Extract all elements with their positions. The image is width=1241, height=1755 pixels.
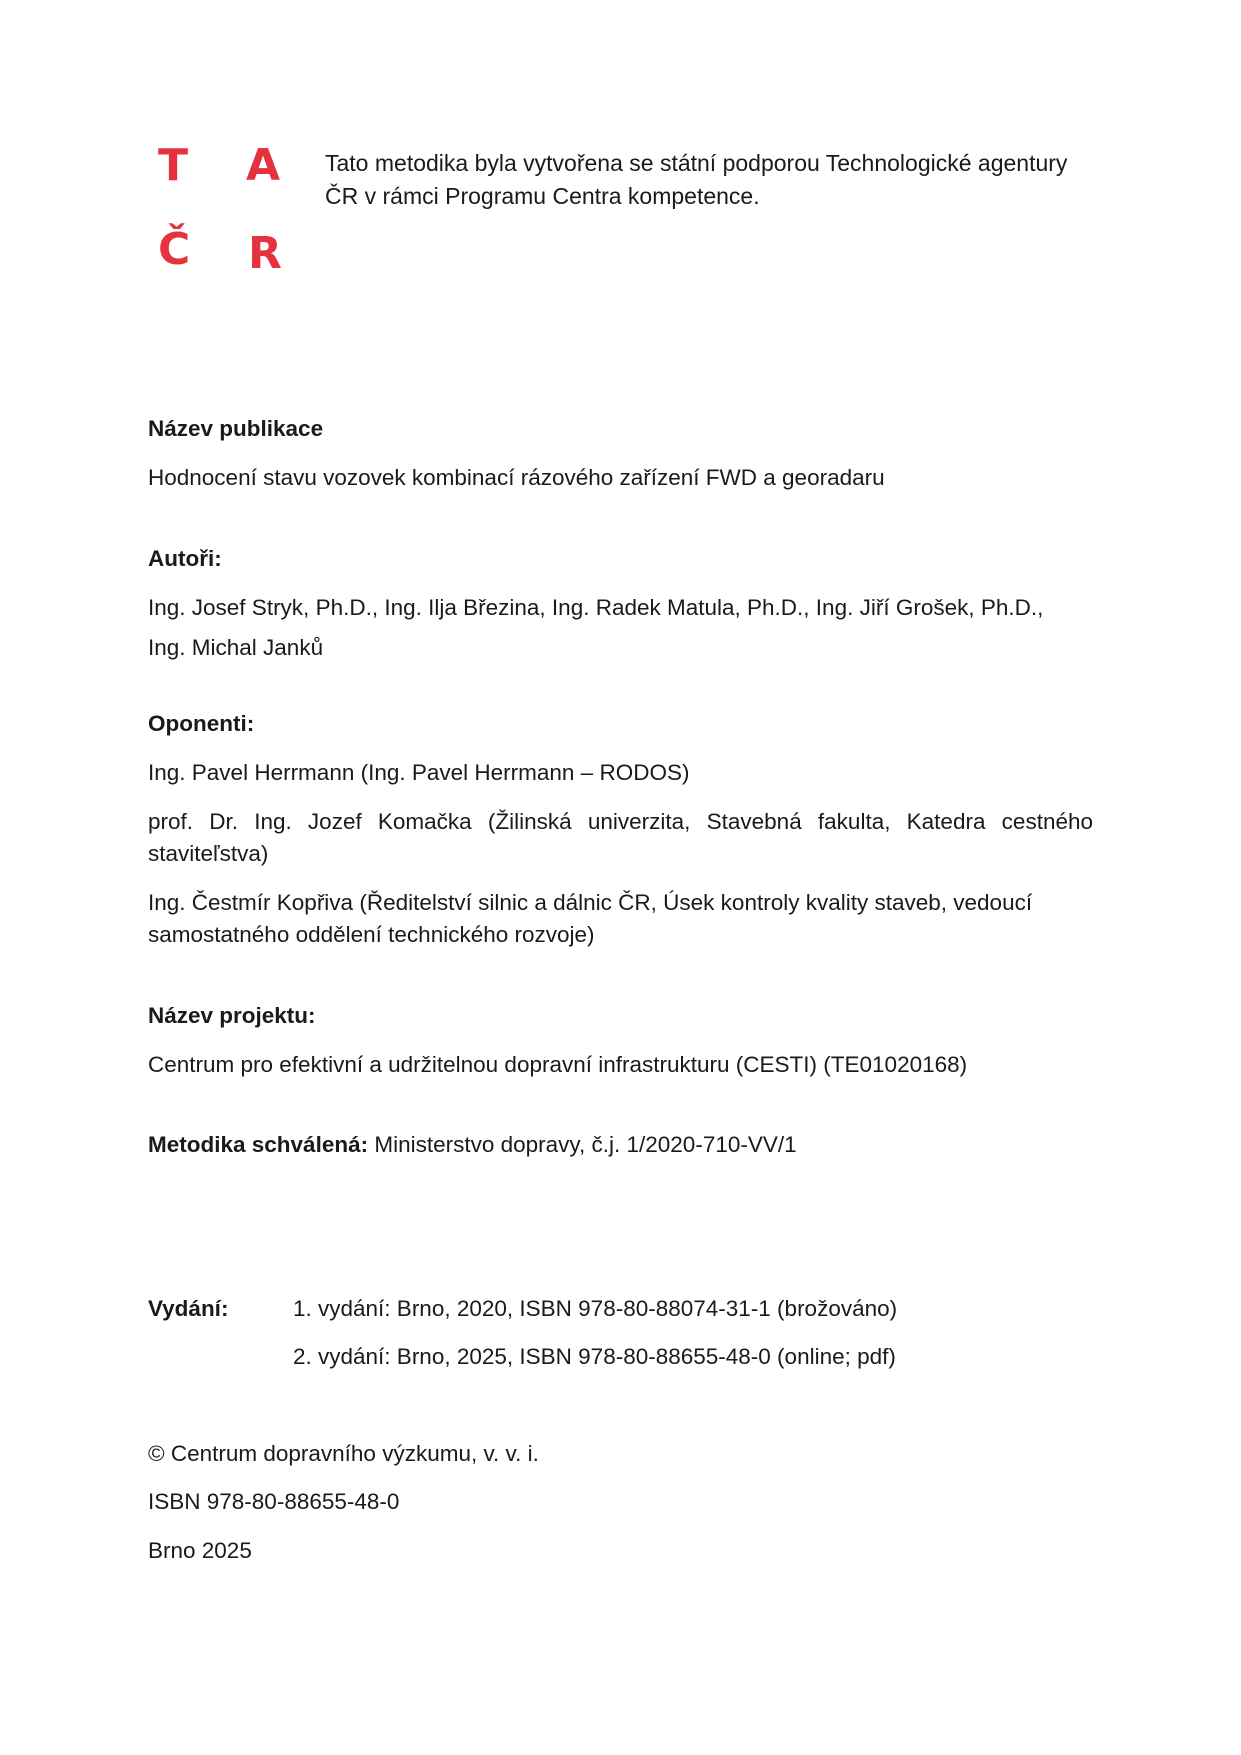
opponent-2-line-1: prof. Dr. Ing. Jozef Komačka (Žilinská univerzita, Stavebná fakulta, Katedra cestného <box>148 809 1093 834</box>
support-statement-line-1: Tato metodika byla vytvořena se státní podporou Technologické agentury <box>325 150 1068 176</box>
copyright: © Centrum dopravního výzkumu, v. v. i. <box>148 1441 539 1466</box>
opponent-2-line-2: staviteľstva) <box>148 841 269 866</box>
opponent-3-line-1: Ing. Čestmír Kopřiva (Ředitelství silnic a dálnic ČR, Úsek kontroly kvality staveb, vedoucí <box>148 890 1033 915</box>
tacr-logo <box>158 140 288 280</box>
approval-label: Metodika schválená: <box>148 1132 369 1157</box>
support-statement <box>325 147 1115 213</box>
approval-value: Ministerstvo dopravy, č.j. 1/2020-710-VV/1 <box>374 1132 797 1157</box>
isbn: ISBN 978-80-88655-48-0 <box>148 1489 400 1514</box>
authors-line-2: Ing. Michal Janků <box>148 635 324 660</box>
project-name: Centrum pro efektivní a udržitelnou dopravní infrastrukturu (CESTI) (TE01020168) <box>148 1052 968 1077</box>
publication-heading: Název publikace <box>148 416 324 441</box>
project-heading: Název projektu: <box>148 1003 316 1028</box>
support-statement-line-2: ČR v rámci Programu Centra kompetence. <box>325 183 760 209</box>
opponents-heading: Oponenti: <box>148 711 255 736</box>
logo-letter-c: Č <box>158 224 191 275</box>
logo-letter-a: A <box>246 140 281 191</box>
publication-title: Hodnocení stavu vozovek kombinací rázového zařízení FWD a georadaru <box>148 465 885 490</box>
opponent-1: Ing. Pavel Herrmann (Ing. Pavel Herrmann – RODOS) <box>148 760 690 785</box>
opponent-3-line-2: samostatného oddělení technického rozvoje) <box>148 922 595 947</box>
logo-letter-r: R <box>248 228 282 279</box>
logo-letter-t: T <box>158 140 189 191</box>
place-year: Brno 2025 <box>148 1538 252 1563</box>
edition-2: 2. vydání: Brno, 2025, ISBN 978-80-88655-48-0 (online; pdf) <box>293 1344 896 1369</box>
approval-line <box>148 1129 797 1161</box>
authors-line-1: Ing. Josef Stryk, Ph.D., Ing. Ilja Březina, Ing. Radek Matula, Ph.D., Ing. Jiří Grošek, Ph.D., <box>148 595 1044 620</box>
authors-heading: Autoři: <box>148 546 222 571</box>
edition-1: 1. vydání: Brno, 2020, ISBN 978-80-88074-31-1 (brožováno) <box>293 1296 898 1321</box>
editions-label: Vydání: <box>148 1296 229 1321</box>
